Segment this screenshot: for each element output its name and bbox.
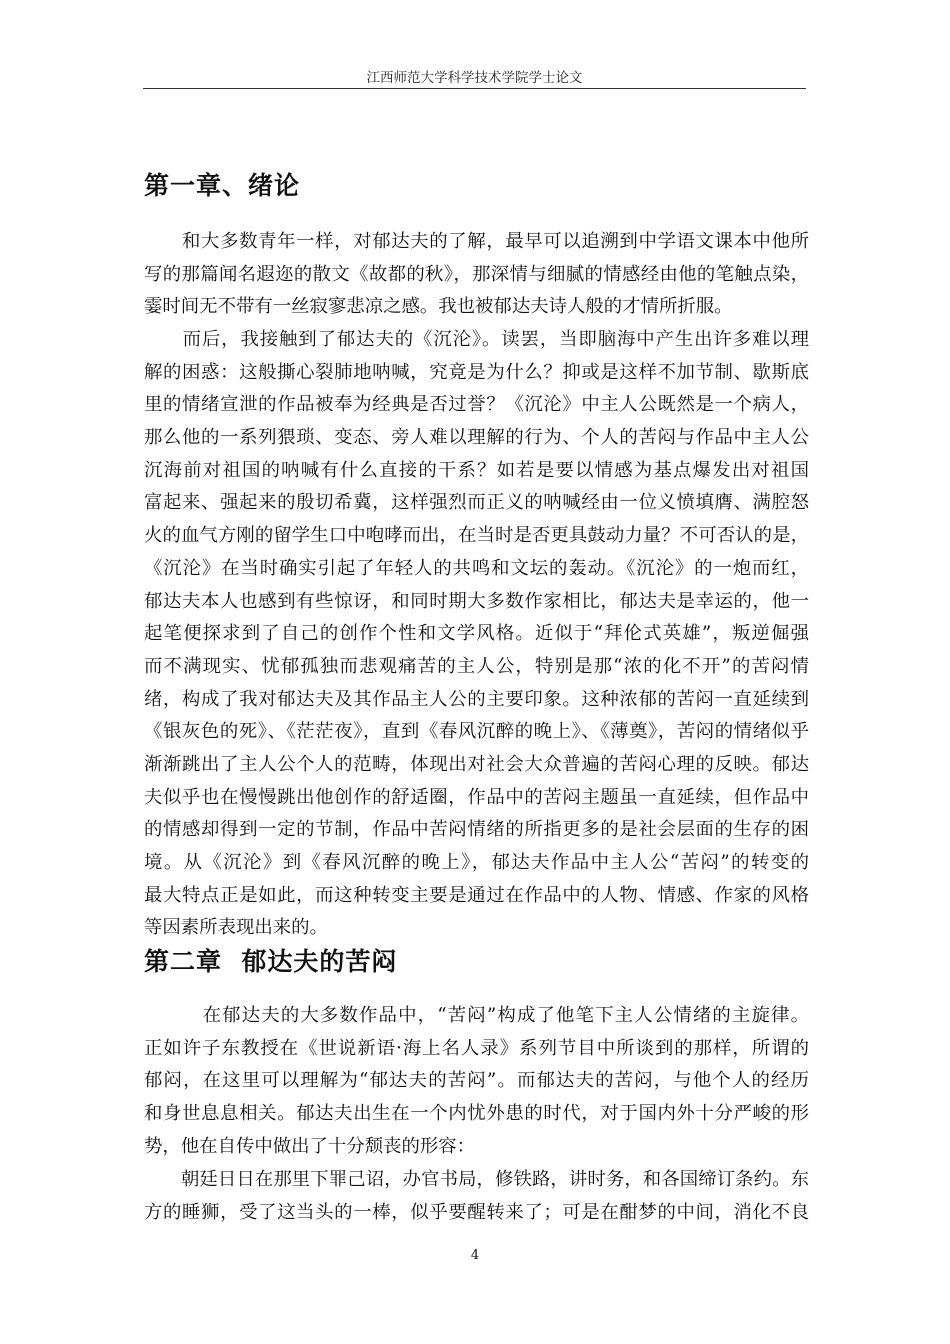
text-line: 和大多数青年一样，对郁达夫的了解，最早可以追溯到中学语文课本中他所 — [144, 231, 809, 252]
text-line: 那么他的一系列猥琐、变态、旁人难以理解的行为、个人的苦闷与作品中主人公 — [144, 427, 809, 449]
paragraph — [144, 1000, 809, 1163]
chapter-2-heading: 第二章 郁达夫的苦闷 — [144, 947, 398, 976]
text-line: 最大特点正是如此，而这种转变主要是通过在作品中的人物、情感、作家的风格 — [144, 884, 809, 906]
text-line: 郁达夫本人也感到有些惊讶，和同时期大多数作家相比，郁达夫是幸运的，他一 — [144, 590, 809, 612]
text-line: 境。从《沉沦》到《春风沉醉的晚上》，郁达夫作品中主人公“苦闷”的转变的 — [144, 852, 809, 873]
text-line: 等因素所表现出来的。 — [144, 917, 328, 939]
text-line: 的情感却得到一定的节制，作品中苦闷情绪的所指更多的是社会层面的生存的困 — [144, 819, 809, 841]
text-line: 朝廷日日在那里下罪己诏，办官书局，修铁路，讲时务，和各国缔订条约。东 — [144, 1169, 809, 1190]
text-line: 富起来、强起来的殷切希冀，这样强烈而正义的呐喊经由一位义愤填膺、满腔怒 — [144, 492, 809, 514]
paragraph — [144, 324, 809, 945]
text-line: 郁闷，在这里可以理解为“郁达夫的苦闷”。而郁达夫的苦闷，与他个人的经历 — [144, 1070, 809, 1092]
text-line: 起笔便探求到了自己的创作个性和文学风格。近似于“拜伦式英雄”，叛逆倔强 — [144, 623, 809, 645]
text-line: 和身世息息相关。郁达夫出生在一个内忧外患的时代，对于国内外十分严峻的形 — [144, 1103, 809, 1125]
paragraph — [144, 1164, 809, 1229]
text-line: 绪，构成了我对郁达夫及其作品主人公的主要印象。这种浓郁的苦闷一直延续到 — [144, 688, 809, 710]
text-line: 渐渐跳出了主人公个人的范畴，体现出对社会大众普遍的苦闷心理的反映。郁达 — [144, 753, 809, 775]
page-number: 4 — [470, 1248, 480, 1263]
text-line: 《银灰色的死》、《茫茫夜》，直到《春风沉醉的晚上》、《薄奠》，苦闷的情绪似乎 — [144, 721, 809, 743]
text-line: 解的困惑：这般撕心裂肺地呐喊，究竟是为什么？抑或是这样不加节制、歇斯底 — [144, 361, 809, 383]
text-line: 《沉沦》在当时确实引起了年轻人的共鸣和文坛的轰动。《沉沦》的一炮而红， — [144, 557, 809, 579]
header-rule — [143, 88, 806, 89]
chapter-1-heading: 第一章、绪论 — [144, 171, 301, 200]
text-line: 在郁达夫的大多数作品中，“苦闷”构成了他笔下主人公情绪的主旋律。 — [144, 1005, 809, 1026]
text-line: 势，他在自传中做出了十分颓丧的形容： — [144, 1135, 476, 1157]
text-line: 霎时间无不带有一丝寂寥悲凉之感。我也被郁达夫诗人般的才情所折服。 — [144, 296, 733, 318]
text-line: 写的那篇闻名遐迩的散文《故都的秋》，那深情与细腻的情感经由他的笔触点染， — [144, 263, 809, 285]
text-line: 而不满现实、忧郁孤独而悲观痛苦的主人公，特别是那“浓的化不开”的苦闷情 — [144, 655, 809, 677]
paragraph — [144, 226, 809, 324]
text-line: 夫似乎也在慢慢跳出他创作的舒适圈，作品中的苦闷主题虽一直延续，但作品中 — [144, 786, 809, 808]
text-line: 里的情绪宣泄的作品被奉为经典是否过誉？《沉沦》中主人公既然是一个病人， — [144, 394, 809, 416]
text-line: 沉海前对祖国的呐喊有什么直接的干系？如若是要以情感为基点爆发出对祖国 — [144, 459, 809, 481]
text-line: 方的睡狮，受了这当头的一棒，似乎要醒转来了；可是在酣梦的中间，消化不良 — [144, 1201, 809, 1223]
text-line: 而后，我接触到了郁达夫的《沉沦》。读罢，当即脑海中产生出许多难以理 — [144, 329, 809, 350]
text-line: 正如许子东教授在《世说新语·海上名人录》系列节目中所谈到的那样，所谓的 — [144, 1037, 809, 1059]
running-header: 江西师范大学科学技术学院学士论文 — [366, 70, 583, 86]
text-line: 火的血气方刚的留学生口中咆哮而出，在当时是否更具鼓动力量？不可否认的是， — [144, 525, 809, 547]
